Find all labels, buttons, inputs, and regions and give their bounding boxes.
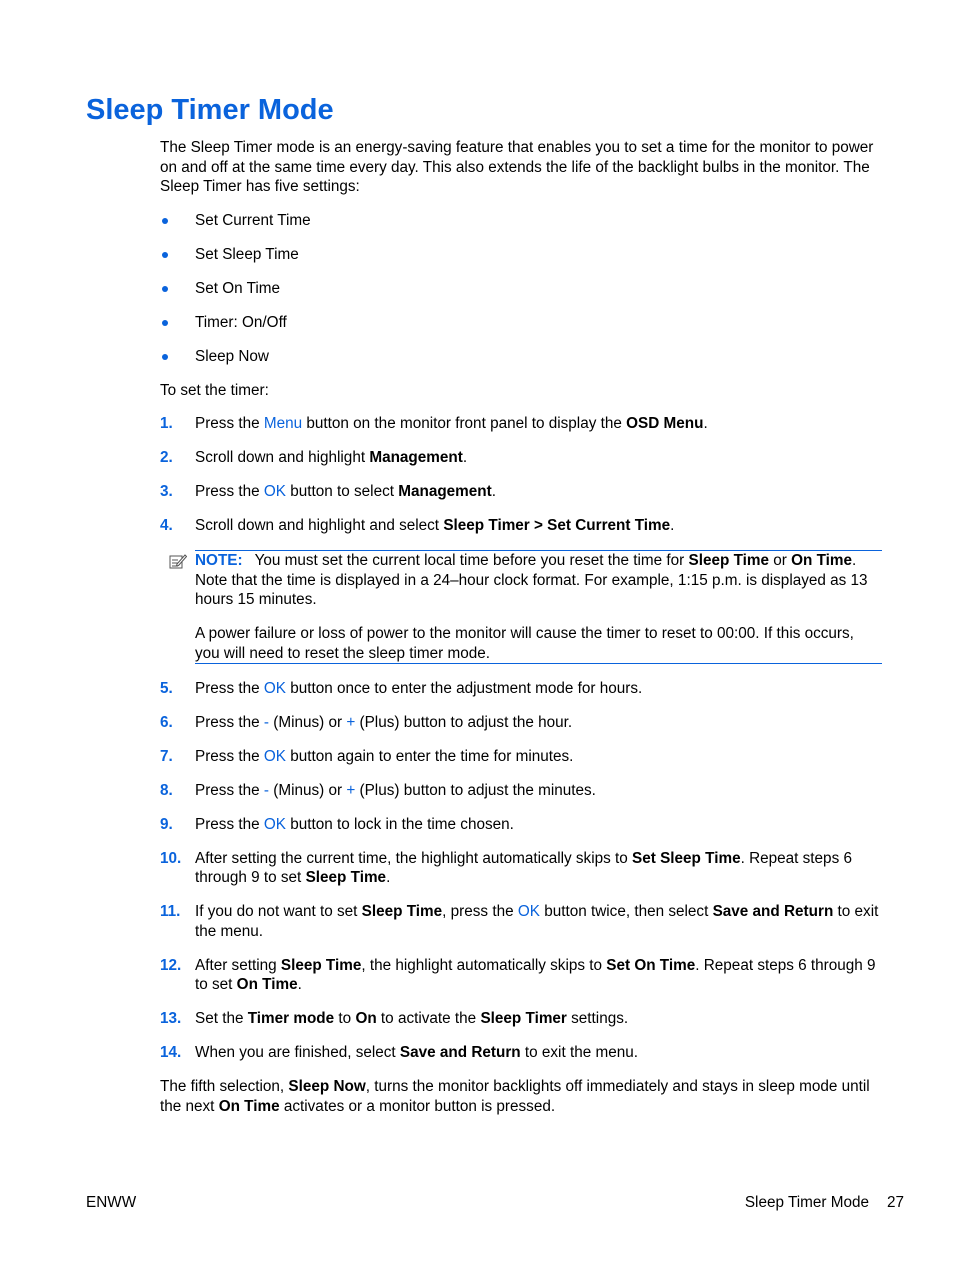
step-number: 9. <box>160 815 173 833</box>
step-item <box>160 781 882 801</box>
step-item <box>160 414 882 434</box>
step-item <box>160 815 882 835</box>
text-run: or <box>769 552 792 569</box>
list-item: Timer: On/Off <box>160 313 882 333</box>
note-label: NOTE: <box>195 552 243 569</box>
text-run: . <box>386 869 391 886</box>
button-term: OK <box>263 747 286 765</box>
text-run: button on the monitor front panel to display the <box>302 415 627 432</box>
to-set-text: To set the timer: <box>160 381 269 399</box>
text-run: . Repeat steps 6 through 9 to set <box>195 849 852 886</box>
button-term: Menu <box>263 415 303 432</box>
text-run: Press the <box>195 713 264 731</box>
step-item <box>160 448 882 468</box>
step-number: 2. <box>160 449 173 466</box>
bold-term: Set On Time <box>606 956 696 974</box>
step-item <box>160 1009 882 1029</box>
bold-term: Sleep Time <box>361 903 443 920</box>
bold-term: Management <box>398 483 492 500</box>
text-run: . <box>462 449 468 466</box>
text-run: , the highlight automatically skips to <box>361 956 607 974</box>
text-run: . Note that the time is displayed in a 24–hour clock format. For example, 1:15 p.m. is displayed as 13 hours 15 minutes. <box>195 552 868 608</box>
text-run: . <box>670 517 675 534</box>
text-run: Scroll down and highlight <box>195 449 370 466</box>
step-number: 6. <box>160 713 173 731</box>
button-term: OK <box>263 815 286 833</box>
step-number: 14. <box>160 1044 182 1061</box>
footer-section: Sleep Timer Mode <box>744 1194 869 1211</box>
button-term: - <box>263 781 269 799</box>
text-run: Press the <box>195 415 264 432</box>
text-run: . <box>491 483 496 500</box>
step-number: 12. <box>160 956 182 974</box>
step-item <box>160 747 882 767</box>
bold-term: Sleep Timer <box>480 1010 567 1027</box>
step-item <box>160 956 882 995</box>
bold-term: Sleep Time <box>305 869 387 886</box>
bold-term: Management <box>369 449 463 466</box>
text-run: (Minus) or <box>268 713 347 731</box>
text-run: button twice, then select <box>539 903 713 920</box>
note-paragraph-2: A power failure or loss of power to the monitor will cause the timer to reset to 00:00. If this occurs, you will need to reset the sleep timer mode. <box>195 625 854 662</box>
text-run: to activate the <box>376 1010 481 1027</box>
text-run: Press the <box>195 781 264 799</box>
step-item <box>160 713 882 733</box>
bold-term: Sleep Time <box>280 956 362 974</box>
text-run: Scroll down and highlight and select <box>195 517 444 534</box>
step-number: 8. <box>160 781 173 799</box>
button-term: OK <box>263 679 286 697</box>
text-run: to exit the menu. <box>195 903 879 940</box>
text-run: Press the <box>195 747 264 765</box>
text-run: . <box>297 976 302 993</box>
text-run: If you do not want to set <box>195 903 362 920</box>
button-term: + <box>346 713 356 731</box>
button-term: OK <box>517 903 540 920</box>
text-run: button to select <box>285 483 399 500</box>
bold-term: Sleep Now <box>288 1078 366 1095</box>
list-item: Sleep Now <box>160 347 882 367</box>
step-number: 3. <box>160 483 173 500</box>
content <box>160 138 882 1116</box>
text-run: (Plus) button to adjust the hour. <box>355 713 573 731</box>
footer-right <box>745 1193 904 1213</box>
footer-left: ENWW <box>86 1194 137 1211</box>
text-run: Press the <box>195 815 264 833</box>
bold-term: On Time <box>218 1097 280 1115</box>
step-item <box>160 679 882 699</box>
final-paragraph <box>160 1077 882 1116</box>
note-pencil-icon <box>169 553 187 569</box>
page-title: Sleep Timer Mode <box>86 94 334 126</box>
bold-term: Save and Return <box>712 903 834 920</box>
step-number: 1. <box>160 415 173 432</box>
page-number: 27 <box>886 1194 904 1211</box>
step-number: 11. <box>160 903 181 920</box>
text-run: button once to enter the adjustment mode for hours. <box>285 679 643 697</box>
bold-term: Save and Return <box>399 1044 521 1061</box>
bold-term: Sleep Timer > Set Current Time <box>443 517 671 534</box>
step-number: 4. <box>160 517 173 534</box>
bold-term: On Time <box>236 976 298 993</box>
list-item: Set Sleep Time <box>160 245 882 265</box>
text-run: (Plus) button to adjust the minutes. <box>355 781 596 799</box>
step-number: 10. <box>160 849 182 867</box>
text-run: to <box>334 1010 356 1027</box>
bold-term: On <box>355 1010 377 1027</box>
note-paragraph <box>195 551 882 610</box>
bold-term: Sleep Time <box>688 552 770 569</box>
step-number: 5. <box>160 679 173 697</box>
text-run: (Minus) or <box>268 781 347 799</box>
text-run: After setting the current time, the highlight automatically skips to <box>195 849 633 867</box>
text-run: You must set the current local time before you reset the time for <box>254 552 689 569</box>
text-run: , turns the monitor backlights off immediately and stays in sleep mode until the next <box>160 1078 870 1115</box>
list-item: Set Current Time <box>160 211 882 231</box>
text-run: settings. <box>566 1010 629 1027</box>
button-term: - <box>263 713 269 731</box>
bold-term: OSD Menu <box>626 415 704 432</box>
text-run: , press the <box>442 903 518 920</box>
text-run: Set the <box>195 1010 248 1027</box>
bold-term: On Time <box>791 552 853 569</box>
step-number: 13. <box>160 1010 182 1027</box>
steps-list-a <box>160 414 882 536</box>
step-item <box>160 1043 882 1063</box>
button-term: + <box>346 781 356 799</box>
text-run: After setting <box>195 956 281 974</box>
text-run: button again to enter the time for minutes. <box>285 747 574 765</box>
intro-paragraph: The Sleep Timer mode is an energy-saving feature that enables you to set a time for the monitor to power on and off at the same time every day. This also extends the life of the backlight bulbs in the monitor. The Sleep Timer has five settings: <box>160 139 874 195</box>
button-term: OK <box>263 483 286 500</box>
text-run: . Repeat steps 6 through 9 to set <box>195 956 876 993</box>
step-number: 7. <box>160 747 173 765</box>
settings-list <box>160 211 882 367</box>
text-run: activates or a monitor button is pressed. <box>279 1097 556 1115</box>
step-item <box>160 482 882 502</box>
step-item <box>160 849 882 888</box>
bold-term: Set Sleep Time <box>632 849 741 867</box>
text-run: When you are finished, select <box>195 1044 400 1061</box>
list-item: Set On Time <box>160 279 882 299</box>
text-run: . <box>703 415 708 432</box>
steps-list-b <box>160 679 882 1063</box>
step-item <box>160 902 882 941</box>
text-run: button to lock in the time chosen. <box>285 815 514 833</box>
text-run: to exit the menu. <box>520 1044 638 1061</box>
step-item <box>160 516 882 536</box>
text-run: Press the <box>195 483 264 500</box>
bold-term: Timer mode <box>247 1010 335 1027</box>
text-run: The fifth selection, <box>160 1078 289 1095</box>
note-box <box>195 550 882 664</box>
text-run: Press the <box>195 679 264 697</box>
